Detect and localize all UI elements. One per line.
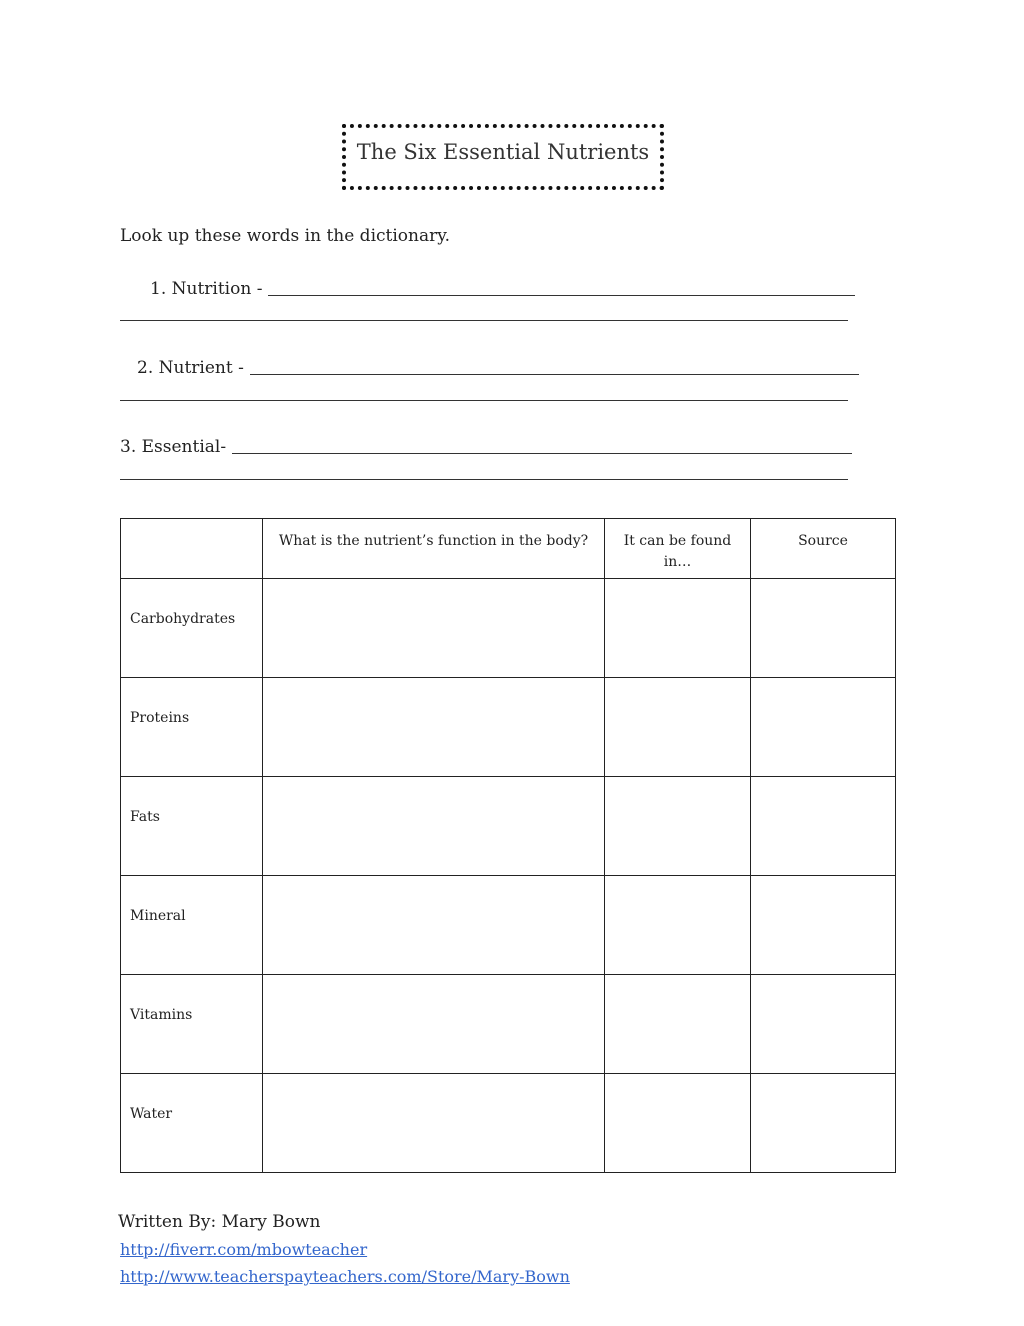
answer-cell[interactable] (605, 579, 751, 678)
answer-line (120, 320, 848, 321)
page-title: The Six Essential Nutrients (356, 140, 650, 164)
answer-cell[interactable] (263, 876, 605, 975)
vocab-item-nutrient (137, 358, 859, 378)
vocab-label: 1. Nutrition - (150, 279, 263, 299)
header-cell-function: What is the nutrient’s function in the body? (263, 519, 605, 579)
answer-line (120, 400, 848, 401)
answer-cell[interactable] (751, 777, 896, 876)
row-label-vitamins: Vitamins (121, 975, 263, 1074)
vocab-item-essential (120, 437, 852, 457)
answer-cell[interactable] (605, 975, 751, 1074)
answer-cell[interactable] (605, 1074, 751, 1173)
header-cell-found-in: It can be found in… (605, 519, 751, 579)
author-credit: Written By: Mary Bown (118, 1212, 321, 1232)
instructions: Look up these words in the dictionary. (120, 226, 450, 246)
title-box (342, 124, 664, 190)
fiverr-link[interactable]: http://fiverr.com/mbowteacher (120, 1240, 368, 1259)
answer-line (250, 373, 859, 375)
vocab-label: 3. Essential- (120, 437, 227, 457)
table-row (121, 876, 896, 975)
row-label-carbohydrates: Carbohydrates (121, 579, 263, 678)
answer-cell[interactable] (605, 678, 751, 777)
row-label-proteins: Proteins (121, 678, 263, 777)
answer-line (268, 294, 855, 296)
answer-cell[interactable] (263, 975, 605, 1074)
table-row (121, 1074, 896, 1173)
table-header-row (121, 519, 896, 579)
answer-cell[interactable] (751, 975, 896, 1074)
vocab-item-nutrition (150, 279, 855, 299)
answer-cell[interactable] (263, 777, 605, 876)
answer-cell[interactable] (605, 876, 751, 975)
table-row (121, 678, 896, 777)
header-cell-empty (121, 519, 263, 579)
row-label-water: Water (121, 1074, 263, 1173)
row-label-mineral: Mineral (121, 876, 263, 975)
answer-cell[interactable] (605, 777, 751, 876)
header-cell-source: Source (751, 519, 896, 579)
answer-line (232, 452, 852, 454)
nutrients-table (120, 518, 896, 1173)
vocab-label: 2. Nutrient - (137, 358, 244, 378)
answer-line (120, 479, 848, 480)
answer-cell[interactable] (751, 579, 896, 678)
tpt-store-link[interactable]: http://www.teacherspayteachers.com/Store/Mary-Bown (120, 1267, 570, 1286)
row-label-fats: Fats (121, 777, 263, 876)
answer-cell[interactable] (263, 1074, 605, 1173)
answer-cell[interactable] (263, 678, 605, 777)
answer-cell[interactable] (263, 579, 605, 678)
answer-cell[interactable] (751, 1074, 896, 1173)
table-row (121, 975, 896, 1074)
table-row (121, 777, 896, 876)
answer-cell[interactable] (751, 678, 896, 777)
table-row (121, 579, 896, 678)
answer-cell[interactable] (751, 876, 896, 975)
